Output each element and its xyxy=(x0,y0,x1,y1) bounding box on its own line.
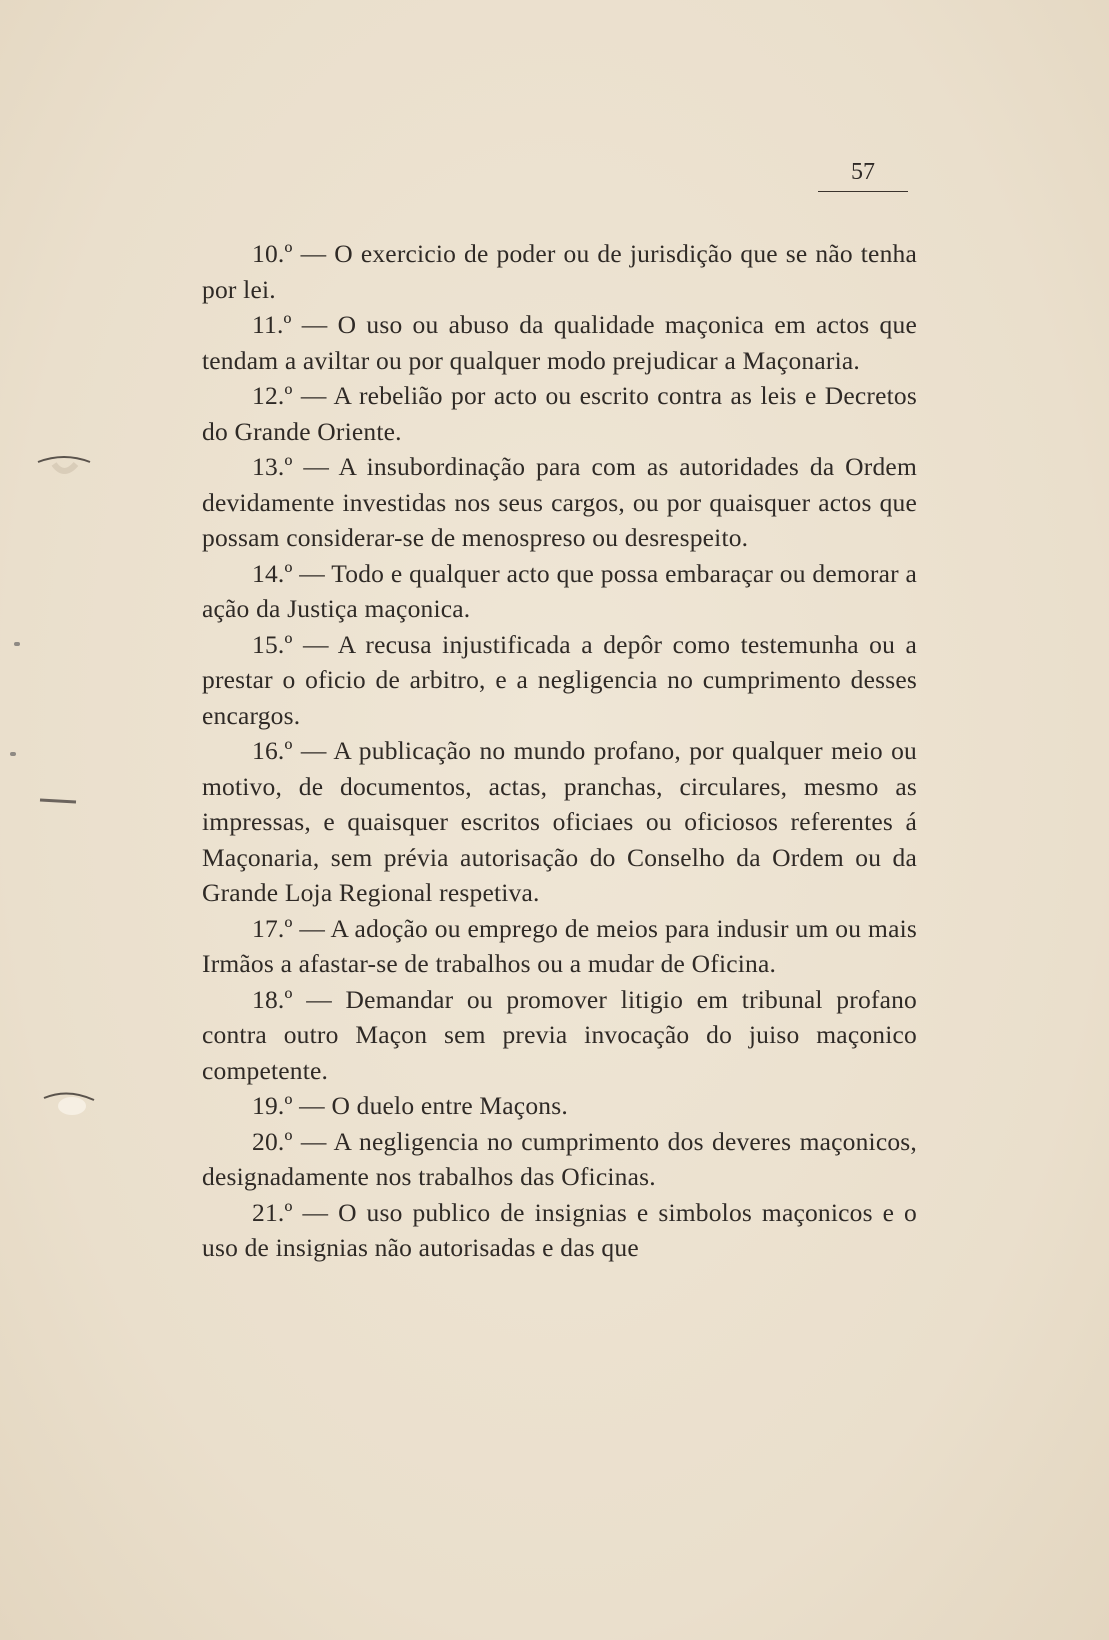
item-label: 10.º xyxy=(252,239,293,268)
item-text: A recusa injustificada a depôr como testemunha ou a prestar o oficio de arbitro, e a negligencia no cumprimento desses encargos. xyxy=(202,629,917,730)
list-item xyxy=(202,378,917,449)
list-item xyxy=(202,1195,917,1266)
item-label: 15.º xyxy=(252,629,293,659)
item-text: A rebelião por acto ou escrito contra as leis e Decretos do Grande Oriente. xyxy=(202,381,917,446)
item-label: 11.º xyxy=(252,310,292,339)
item-label: 20.º xyxy=(252,1126,293,1156)
list-item xyxy=(202,733,917,911)
list-item xyxy=(202,982,917,1089)
list-item xyxy=(202,236,917,307)
item-label: 18.º xyxy=(252,984,293,1014)
list-item xyxy=(202,307,917,378)
item-text: O exercicio de poder ou de jurisdição que se não tenha por lei. xyxy=(202,239,917,304)
item-label: 19.º xyxy=(252,1091,293,1120)
list-item xyxy=(202,556,917,627)
item-text: A publicação no mundo profano, por qualquer meio ou motivo, de documentos, actas, pranchas, circulares, mesmo as impressas, e quaisquer escritos oficiaes ou oficiosos referentes á Maçonaria, sem prévia autorisação do Conselho da Ordem ou da Grande Loja Regional respetiva. xyxy=(202,736,917,907)
item-text: A adoção ou emprego de meios para indusir um ou mais Irmãos a afastar-se de trabalhos ou a mudar de Oficina. xyxy=(202,913,917,978)
item-separator: — xyxy=(292,629,338,659)
page-number-rule xyxy=(818,191,908,192)
list-item xyxy=(202,1124,917,1195)
item-separator: — xyxy=(292,1091,332,1120)
item-label: 16.º xyxy=(252,736,293,765)
paper-speck xyxy=(14,642,20,646)
item-text: A insubordinação para com as autoridades da Ordem devidamente investidas nos seus cargos, ou por quaisquer actos que possam considerar-se de menospreso ou desrespeito. xyxy=(202,452,917,552)
item-text: Demandar ou promover litigio em tribunal profano contra outro Maçon sem previa invocação do juiso maçonico competente. xyxy=(202,984,918,1085)
item-separator: — xyxy=(292,736,334,765)
item-text: A negligencia no cumprimento dos deveres maçonicos, designadamente nos trabalhos das Oficinas. xyxy=(202,1126,917,1191)
page-number: 57 xyxy=(851,159,875,185)
item-separator: — xyxy=(292,381,334,410)
list-item xyxy=(202,1088,917,1124)
item-text: Todo e qualquer acto que possa embaraçar ou demorar a ação da Justiça maçonica. xyxy=(202,558,918,623)
item-separator: — xyxy=(292,1126,334,1156)
item-label: 17.º xyxy=(252,913,293,943)
item-label: 21.º xyxy=(252,1197,293,1227)
item-text: O uso publico de insignias e simbolos maçonicos e o uso de insignias não autorisadas e das que xyxy=(202,1197,917,1262)
item-label: 13.º xyxy=(252,452,293,481)
item-separator: — xyxy=(292,452,339,481)
paper-speck xyxy=(10,752,16,756)
item-label: 12.º xyxy=(252,381,293,410)
item-separator: — xyxy=(292,1197,339,1227)
item-separator: — xyxy=(292,913,331,943)
item-separator: — xyxy=(292,984,346,1014)
article-list xyxy=(202,236,917,1266)
binding-hole-mark xyxy=(36,448,92,468)
binding-hole-mark xyxy=(36,1086,92,1106)
list-item xyxy=(202,627,917,734)
binding-hole-mark xyxy=(36,788,92,808)
list-item xyxy=(202,449,917,556)
item-separator: — xyxy=(292,239,335,268)
item-text: O duelo entre Maçons. xyxy=(331,1091,568,1120)
item-text: O uso ou abuso da qualidade maçonica em actos que tendam a aviltar ou por qualquer modo prejudicar a Maçonaria. xyxy=(202,310,917,375)
item-label: 14.º xyxy=(252,558,293,588)
item-separator: — xyxy=(292,558,332,588)
list-item xyxy=(202,911,917,982)
item-separator: — xyxy=(291,310,338,339)
